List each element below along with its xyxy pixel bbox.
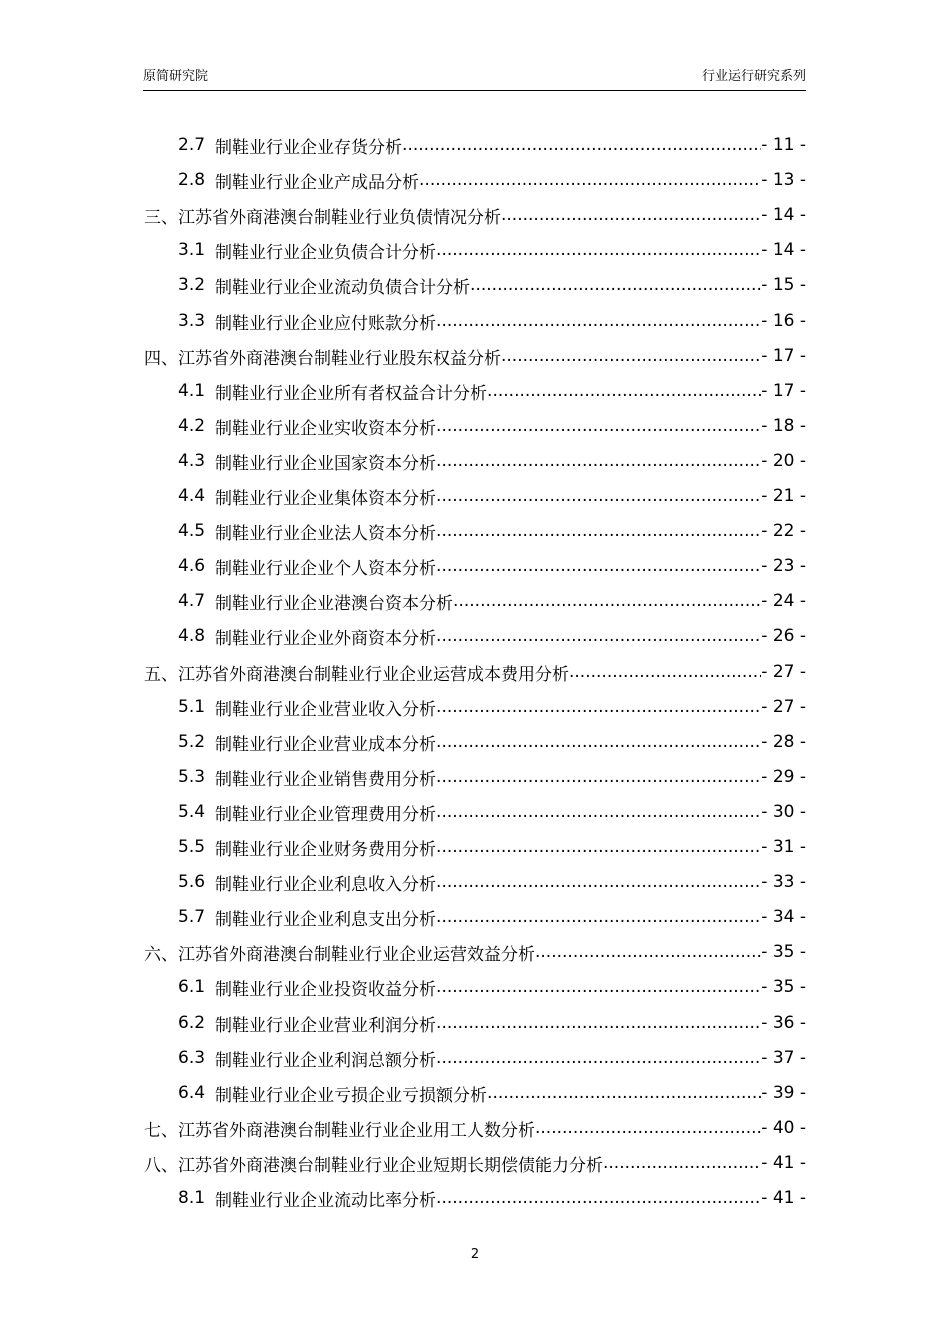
toc-entry[interactable] — [178, 589, 806, 613]
toc-entry-number: 5.5 — [178, 837, 206, 857]
toc-entry[interactable] — [178, 449, 806, 473]
toc-dot-leader — [402, 135, 761, 155]
toc-dot-leader — [603, 1153, 761, 1173]
toc-entry[interactable] — [178, 765, 806, 789]
toc-entry-number: 5.2 — [178, 732, 206, 752]
toc-entry-number: 2.7 — [178, 135, 206, 155]
toc-dot-leader — [436, 1013, 761, 1033]
toc-entry-title: 四、江苏省外商港澳台制鞋业行业股东权益分析 — [144, 348, 501, 369]
toc-dot-leader — [436, 837, 761, 857]
toc-entry-number: 3.1 — [178, 240, 206, 260]
toc-dot-leader — [436, 556, 761, 576]
toc-entry-number: 2.8 — [178, 170, 206, 190]
toc-entry-title: 制鞋业行业企业流动比率分析 — [215, 1190, 437, 1211]
toc-entry-number: 6.3 — [178, 1048, 206, 1068]
toc-entry-number: 6.1 — [178, 977, 206, 997]
toc-entry-page: - 33 - — [761, 872, 806, 892]
toc-entry[interactable] — [178, 519, 806, 543]
toc-entry-title: 制鞋业行业企业流动负债合计分析 — [215, 277, 471, 298]
toc-entry-title: 制鞋业行业企业亏损企业亏损额分析 — [215, 1085, 488, 1106]
toc-entry[interactable] — [144, 660, 806, 684]
toc-entry-page: - 15 - — [761, 275, 806, 295]
toc-entry-page: - 14 - — [761, 240, 806, 260]
toc-entry-title: 制鞋业行业企业利润总额分析 — [215, 1050, 437, 1071]
toc-entry[interactable] — [178, 484, 806, 508]
toc-entry-number: 5.4 — [178, 802, 206, 822]
toc-entry[interactable] — [178, 835, 806, 859]
toc-dot-leader — [436, 1188, 761, 1208]
toc-entry-title: 八、江苏省外商港澳台制鞋业行业企业短期长期偿债能力分析 — [144, 1155, 603, 1176]
toc-entry-title: 制鞋业行业企业个人资本分析 — [215, 558, 437, 579]
toc-entry-page: - 31 - — [761, 837, 806, 857]
toc-dot-leader — [436, 521, 761, 541]
toc-entry-page: - 37 - — [761, 1048, 806, 1068]
toc-entry-page: - 13 - — [761, 170, 806, 190]
toc-entry-page: - 16 - — [761, 311, 806, 331]
toc-entry-title: 制鞋业行业企业存货分析 — [215, 137, 403, 158]
toc-dot-leader — [436, 240, 761, 260]
toc-dot-leader — [436, 416, 761, 436]
toc-entry[interactable] — [178, 1186, 806, 1210]
toc-dot-leader — [436, 767, 761, 787]
header-org-name: 原简研究院 — [143, 69, 209, 84]
toc-entry-title: 制鞋业行业企业营业成本分析 — [215, 734, 437, 755]
toc-dot-leader — [453, 591, 761, 611]
toc-entry-title: 七、江苏省外商港澳台制鞋业行业企业用工人数分析 — [144, 1120, 535, 1141]
toc-entry[interactable] — [144, 1116, 806, 1140]
toc-dot-leader — [436, 1048, 761, 1068]
toc-entry-page: - 20 - — [761, 451, 806, 471]
toc-entry-page: - 28 - — [761, 732, 806, 752]
toc-entry[interactable] — [178, 905, 806, 929]
toc-entry-title: 制鞋业行业企业财务费用分析 — [215, 839, 437, 860]
toc-entry[interactable] — [144, 1151, 806, 1175]
toc-entry-page: - 34 - — [761, 907, 806, 927]
toc-entry-page: - 26 - — [761, 626, 806, 646]
toc-dot-leader — [419, 170, 761, 190]
toc-dot-leader — [436, 872, 761, 892]
toc-entry-page: - 35 - — [761, 977, 806, 997]
toc-entry-title: 制鞋业行业企业营业利润分析 — [215, 1015, 437, 1036]
toc-entry-number: 5.1 — [178, 697, 206, 717]
toc-entry-number: 4.1 — [178, 381, 206, 401]
toc-entry[interactable] — [178, 273, 806, 297]
toc-dot-leader — [436, 977, 761, 997]
toc-entry-title: 制鞋业行业企业投资收益分析 — [215, 979, 437, 1000]
toc-entry-page: - 18 - — [761, 416, 806, 436]
toc-entry-title: 制鞋业行业企业营业收入分析 — [215, 699, 437, 720]
toc-entry[interactable] — [178, 800, 806, 824]
toc-entry-page: - 41 - — [761, 1188, 806, 1208]
toc-entry-number: 3.2 — [178, 275, 206, 295]
toc-dot-leader — [487, 1083, 761, 1103]
toc-entry-page: - 14 - — [761, 205, 806, 225]
toc-entry-title: 五、江苏省外商港澳台制鞋业行业企业运营成本费用分析 — [144, 664, 569, 685]
toc-entry[interactable] — [144, 344, 806, 368]
toc-entry-title: 制鞋业行业企业集体资本分析 — [215, 488, 437, 509]
toc-entry-number: 4.2 — [178, 416, 206, 436]
toc-entry[interactable] — [178, 870, 806, 894]
toc-entry-title: 制鞋业行业企业利息支出分析 — [215, 909, 437, 930]
toc-entry[interactable] — [178, 1046, 806, 1070]
toc-dot-leader — [436, 626, 761, 646]
toc-entry[interactable] — [178, 730, 806, 754]
toc-entry-number: 5.6 — [178, 872, 206, 892]
header-series-name: 行业运行研究系列 — [701, 69, 806, 84]
toc-entry-page: - 23 - — [761, 556, 806, 576]
toc-entry-title: 制鞋业行业企业实收资本分析 — [215, 418, 437, 439]
toc-entry-page: - 40 - — [761, 1118, 806, 1138]
toc-entry[interactable] — [144, 940, 806, 964]
toc-entry-page: - 17 - — [761, 381, 806, 401]
toc-entry-page: - 39 - — [761, 1083, 806, 1103]
toc-dot-leader — [436, 732, 761, 752]
toc-entry-page: - 24 - — [761, 591, 806, 611]
toc-entry-title: 制鞋业行业企业负债合计分析 — [215, 242, 437, 263]
toc-entry-number: 4.5 — [178, 521, 206, 541]
toc-dot-leader — [470, 275, 761, 295]
toc-entry-number: 5.3 — [178, 767, 206, 787]
toc-entry[interactable] — [178, 133, 806, 157]
toc-entry-number: 6.4 — [178, 1083, 206, 1103]
toc-dot-leader — [501, 346, 761, 366]
toc-entry[interactable] — [178, 414, 806, 438]
toc-entry-number: 8.1 — [178, 1188, 206, 1208]
toc-dot-leader — [436, 907, 761, 927]
toc-dot-leader — [501, 205, 761, 225]
toc-entry[interactable] — [144, 203, 806, 227]
toc-entry-page: - 11 - — [761, 135, 806, 155]
toc-entry-title: 制鞋业行业企业港澳台资本分析 — [215, 593, 454, 614]
toc-entry-page: - 30 - — [761, 802, 806, 822]
toc-entry-title: 制鞋业行业企业法人资本分析 — [215, 523, 437, 544]
toc-entry[interactable] — [178, 554, 806, 578]
toc-entry-title: 制鞋业行业企业利息收入分析 — [215, 874, 437, 895]
toc-entry-title: 三、江苏省外商港澳台制鞋业行业负债情况分析 — [144, 207, 501, 228]
toc-entry-page: - 27 - — [761, 662, 806, 682]
toc-entry-title: 六、江苏省外商港澳台制鞋业行业企业运营效益分析 — [144, 944, 535, 965]
toc-dot-leader — [436, 802, 761, 822]
toc-entry-number: 6.2 — [178, 1013, 206, 1033]
toc-entry[interactable] — [178, 975, 806, 999]
toc-entry[interactable] — [178, 695, 806, 719]
toc-entry[interactable] — [178, 1081, 806, 1105]
toc-dot-leader — [436, 311, 761, 331]
toc-entry-page: - 17 - — [761, 346, 806, 366]
toc-entry-number: 4.8 — [178, 626, 206, 646]
toc-entry-title: 制鞋业行业企业外商资本分析 — [215, 628, 437, 649]
toc-dot-leader — [436, 451, 761, 471]
toc-entry-number: 4.4 — [178, 486, 206, 506]
toc-entry-number: 5.7 — [178, 907, 206, 927]
toc-entry-number: 4.6 — [178, 556, 206, 576]
toc-dot-leader — [535, 942, 761, 962]
toc-dot-leader — [487, 381, 761, 401]
toc-entry-page: - 41 - — [761, 1153, 806, 1173]
toc-entry-page: - 22 - — [761, 521, 806, 541]
toc-entry-title: 制鞋业行业企业应付账款分析 — [215, 313, 437, 334]
toc-dot-leader — [569, 662, 761, 682]
toc-entry-title: 制鞋业行业企业管理费用分析 — [215, 804, 437, 825]
toc-entry[interactable] — [178, 309, 806, 333]
toc-entry-page: - 21 - — [761, 486, 806, 506]
toc-entry-title: 制鞋业行业企业所有者权益合计分析 — [215, 383, 488, 404]
toc-entry-number: 4.7 — [178, 591, 206, 611]
toc-entry[interactable] — [178, 238, 806, 262]
page-number: 2 — [470, 1247, 480, 1262]
toc-entry-page: - 36 - — [761, 1013, 806, 1033]
toc-entry[interactable] — [178, 379, 806, 403]
toc-dot-leader — [535, 1118, 761, 1138]
toc-entry-number: 3.3 — [178, 311, 206, 331]
toc-entry-title: 制鞋业行业企业产成品分析 — [215, 172, 420, 193]
toc-entry[interactable] — [178, 168, 806, 192]
toc-entry-page: - 35 - — [761, 942, 806, 962]
toc-entry-page: - 27 - — [761, 697, 806, 717]
toc-entry[interactable] — [178, 1011, 806, 1035]
toc-entry[interactable] — [178, 624, 806, 648]
toc-entry-title: 制鞋业行业企业国家资本分析 — [215, 453, 437, 474]
toc-entry-page: - 29 - — [761, 767, 806, 787]
toc-entry-number: 4.3 — [178, 451, 206, 471]
toc-entry-title: 制鞋业行业企业销售费用分析 — [215, 769, 437, 790]
toc-dot-leader — [436, 697, 761, 717]
toc-dot-leader — [436, 486, 761, 506]
